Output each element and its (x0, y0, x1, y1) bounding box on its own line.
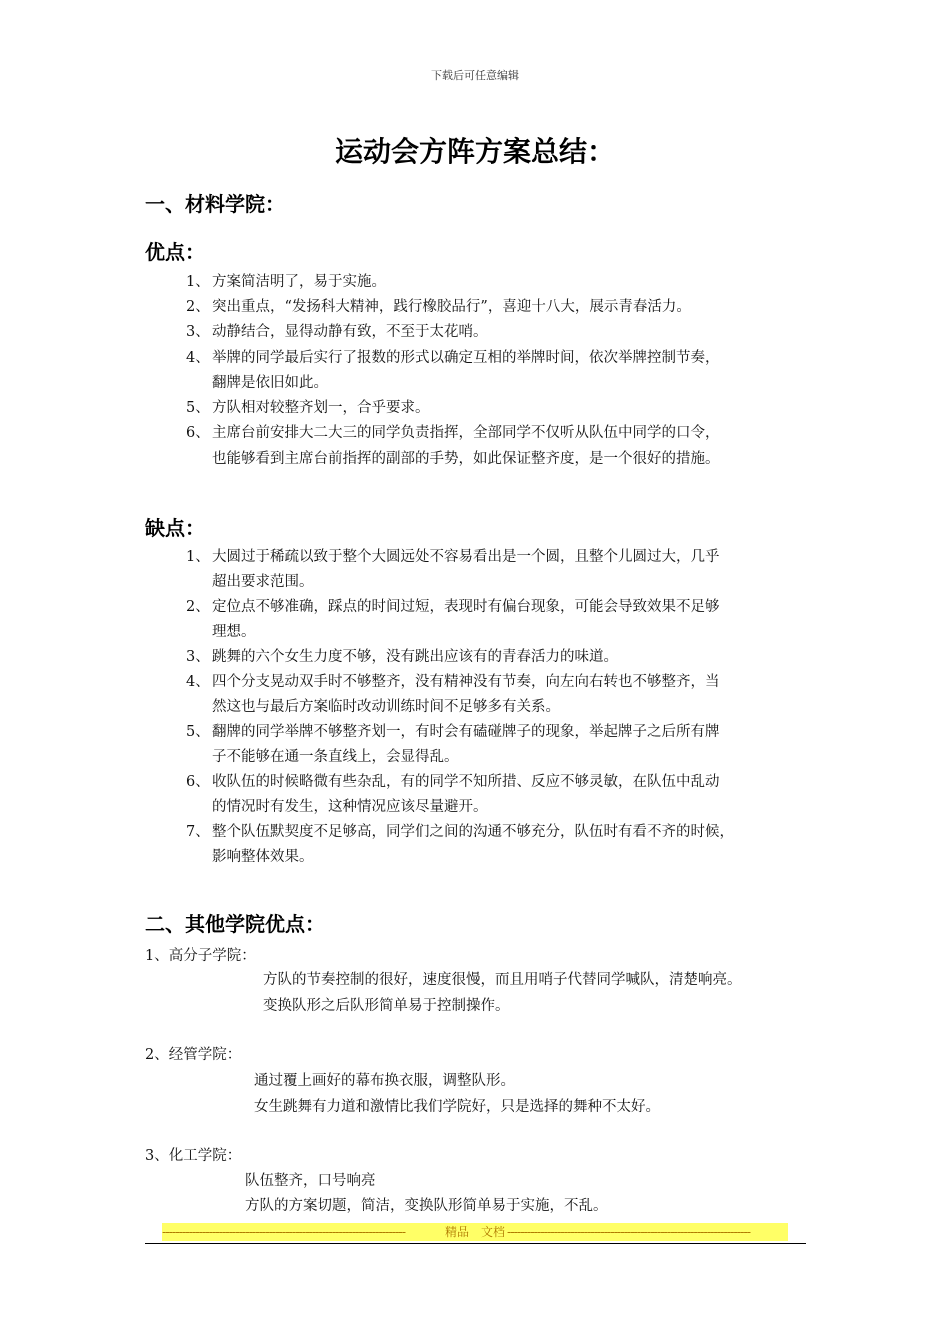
item-number: 5、 (186, 400, 210, 416)
pro-item-6 (186, 421, 720, 446)
pro-item-4-continuation: 翻牌是依旧如此。 (212, 375, 328, 391)
pro-item-5 (186, 396, 430, 421)
item-number: 3、 (186, 324, 210, 340)
con-item-6 (186, 770, 720, 795)
pro-item-2 (186, 295, 691, 320)
item-number: 5、 (186, 724, 210, 740)
item-text: 举牌的同学最后实行了报数的形式以确定互相的举牌时间，依次举牌控制节奏， (212, 350, 720, 366)
college-chemical-line-1: 队伍整齐，口号响亮 (245, 1173, 376, 1189)
item-number: 6、 (186, 425, 210, 441)
con-item-3 (186, 645, 618, 670)
con-item-2-continuation: 理想。 (212, 624, 256, 640)
pro-item-3 (186, 320, 488, 345)
item-text: 跳舞的六个女生力度不够，没有跳出应该有的青春活力的味道。 (212, 649, 618, 665)
footer-dashes-right: ------------------------------------------------------------------------- (507, 1225, 751, 1239)
item-number: 2、 (186, 599, 210, 615)
con-item-1-continuation: 超出要求范围。 (212, 574, 314, 590)
pro-item-4 (186, 346, 720, 371)
con-item-2 (186, 595, 720, 620)
pro-item-1 (186, 270, 386, 295)
item-number: 4、 (186, 674, 210, 690)
item-number: 3、 (186, 649, 210, 665)
footer-watermark-band (162, 1223, 788, 1241)
item-text: 大圆过于稀疏以致于整个大圆远处不容易看出是一个圆，且整个儿圆过大，几乎 (212, 549, 720, 565)
footer-text: 精品 文档 (445, 1225, 506, 1239)
item-text: 突出重点，“发扬科大精神，践行橡胶品行”，喜迎十八大，展示青春活力。 (212, 299, 691, 315)
item-number: 1、 (186, 549, 210, 565)
con-item-4 (186, 670, 720, 695)
con-item-1 (186, 545, 720, 570)
item-number: 1、 (186, 274, 210, 290)
item-text: 定位点不够准确，踩点的时间过短，表现时有偏台现象，可能会导致效果不足够 (212, 599, 720, 615)
page-header: 下载后可任意编辑 (431, 69, 519, 82)
college-chemical-line-2: 方队的方案切题，简洁，变换队形简单易于实施，不乱。 (245, 1198, 608, 1214)
item-text: 方队相对较整齐划一，合乎要求。 (212, 400, 430, 416)
section-heading-other-colleges: 二、其他学院优点： (145, 912, 325, 936)
item-text: 动静结合，显得动静有致，不至于太花哨。 (212, 324, 488, 340)
con-item-5 (186, 720, 720, 745)
college-name-chemical: 3、化工学院： (145, 1148, 242, 1164)
college-economics-line-1: 通过覆上画好的幕布换衣服，调整队形。 (254, 1073, 515, 1089)
item-text: 收队伍的时候略微有些杂乱，有的同学不知所措、反应不够灵敏，在队伍中乱动 (212, 774, 720, 790)
footer-rule (145, 1243, 806, 1244)
pro-item-6-continuation: 也能够看到主席台前指挥的副部的手势，如此保证整齐度，是一个很好的措施。 (212, 451, 720, 467)
item-number: 6、 (186, 774, 210, 790)
item-text: 方案简洁明了，易于实施。 (212, 274, 386, 290)
con-item-6-continuation: 的情况时有发生，这种情况应该尽量避开。 (212, 799, 488, 815)
con-item-7 (186, 820, 734, 845)
college-polymer-line-1: 方队的节奏控制的很好，速度很慢，而且用哨子代替同学喊队，清楚响亮。 (263, 972, 742, 988)
con-item-5-continuation: 子不能够在通一条直线上，会显得乱。 (212, 749, 459, 765)
section-heading-materials: 一、材料学院： (145, 192, 285, 216)
con-item-7-continuation: 影响整体效果。 (212, 849, 314, 865)
pros-heading: 优点： (145, 240, 205, 264)
item-text: 整个队伍默契度不足够高，同学们之间的沟通不够充分，队伍时有看不齐的时候， (212, 824, 734, 840)
item-number: 2、 (186, 299, 210, 315)
item-number: 4、 (186, 350, 210, 366)
document-title: 运动会方阵方案总结： (334, 135, 615, 168)
footer-dashes-left: ------------------------------------------------------------------------- (162, 1225, 406, 1239)
item-text: 翻牌的同学举牌不够整齐划一，有时会有磕碰牌子的现象，举起牌子之后所有牌 (212, 724, 720, 740)
item-text: 主席台前安排大二大三的同学负责指挥，全部同学不仅听从队伍中同学的口令， (212, 425, 720, 441)
college-name-economics: 2、经管学院： (145, 1047, 242, 1063)
cons-heading: 缺点： (145, 516, 205, 540)
con-item-4-continuation: 然这也与最后方案临时改动训练时间不足够多有关系。 (212, 699, 560, 715)
college-name-polymer: 1、高分子学院： (145, 948, 256, 964)
item-text: 四个分支晃动双手时不够整齐，没有精神没有节奏，向左向右转也不够整齐，当 (212, 674, 720, 690)
college-polymer-line-2: 变换队形之后队形简单易于控制操作。 (263, 998, 510, 1014)
item-number: 7、 (186, 824, 210, 840)
college-economics-line-2: 女生跳舞有力道和激情比我们学院好，只是选择的舞种不太好。 (254, 1099, 660, 1115)
